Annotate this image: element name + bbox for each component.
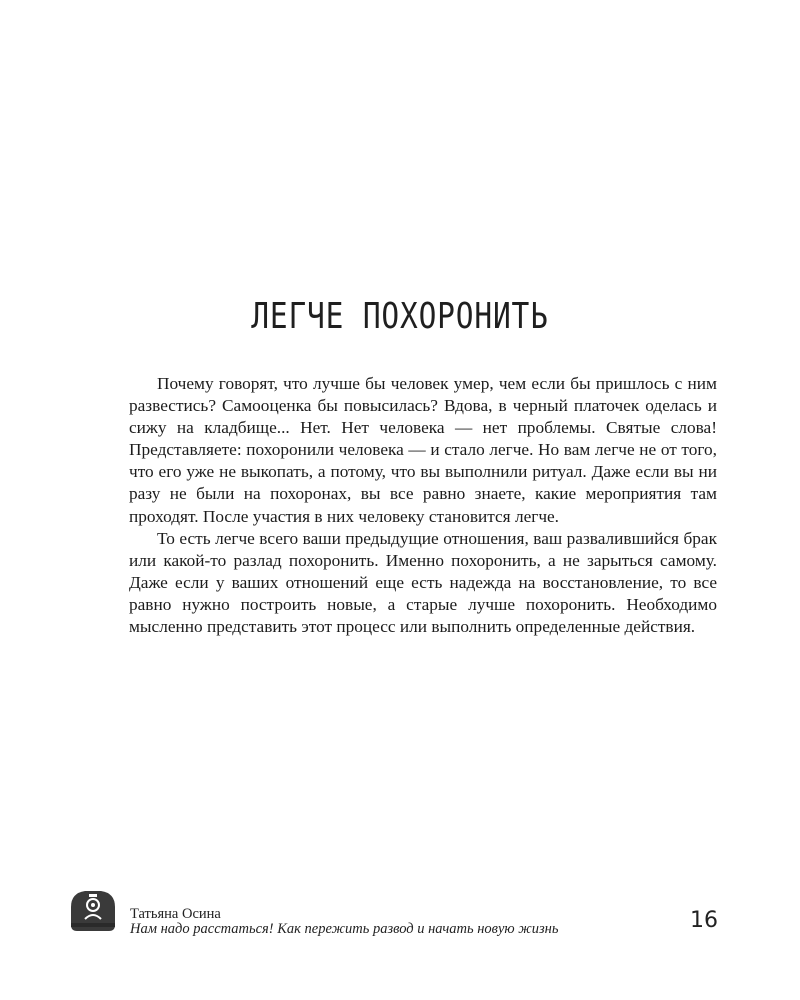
footer-author: Татьяна Осина <box>130 906 221 922</box>
chapter-body <box>129 373 717 638</box>
page-number: 16 <box>690 908 718 933</box>
chapter-title: ЛЕГЧЕ ПОХОРОНИТЬ <box>251 296 549 337</box>
publisher-logo-icon <box>67 885 119 935</box>
paragraph-1: Почему говорят, что лучше бы человек умер, чем если бы пришлось с ним развестись? Самооценка бы повысилась? Вдова, в черный платочек оделась и сижу на кладбище... Нет. Нет человека — нет проблемы. Святые слова! Представляете: похоронили человека — и стало легче. Но вам легче не от того, что его уже не выкопать, а потому, что вы выполнили ритуал. Даже если вы ни разу не были на похоронах, вы все равно знаете, какие мероприятия там проходят. После участия в них человеку становится легче. <box>129 374 717 526</box>
paragraph-2: То есть легче всего ваши предыдущие отношения, ваш развалившийся брак или какой-то разлад похоронить. Именно похоронить, а не зарыться самому. Даже если у ваших отношений еще есть надежда на восстановление, то все равно нужно построить новые, а старые лучше похоронить. Необходимо мысленно представить этот процесс или выполнить определенные действия. <box>129 528 717 637</box>
footer-book-title: Нам надо расстаться! Как пережить развод и начать новую жизнь <box>130 921 559 937</box>
